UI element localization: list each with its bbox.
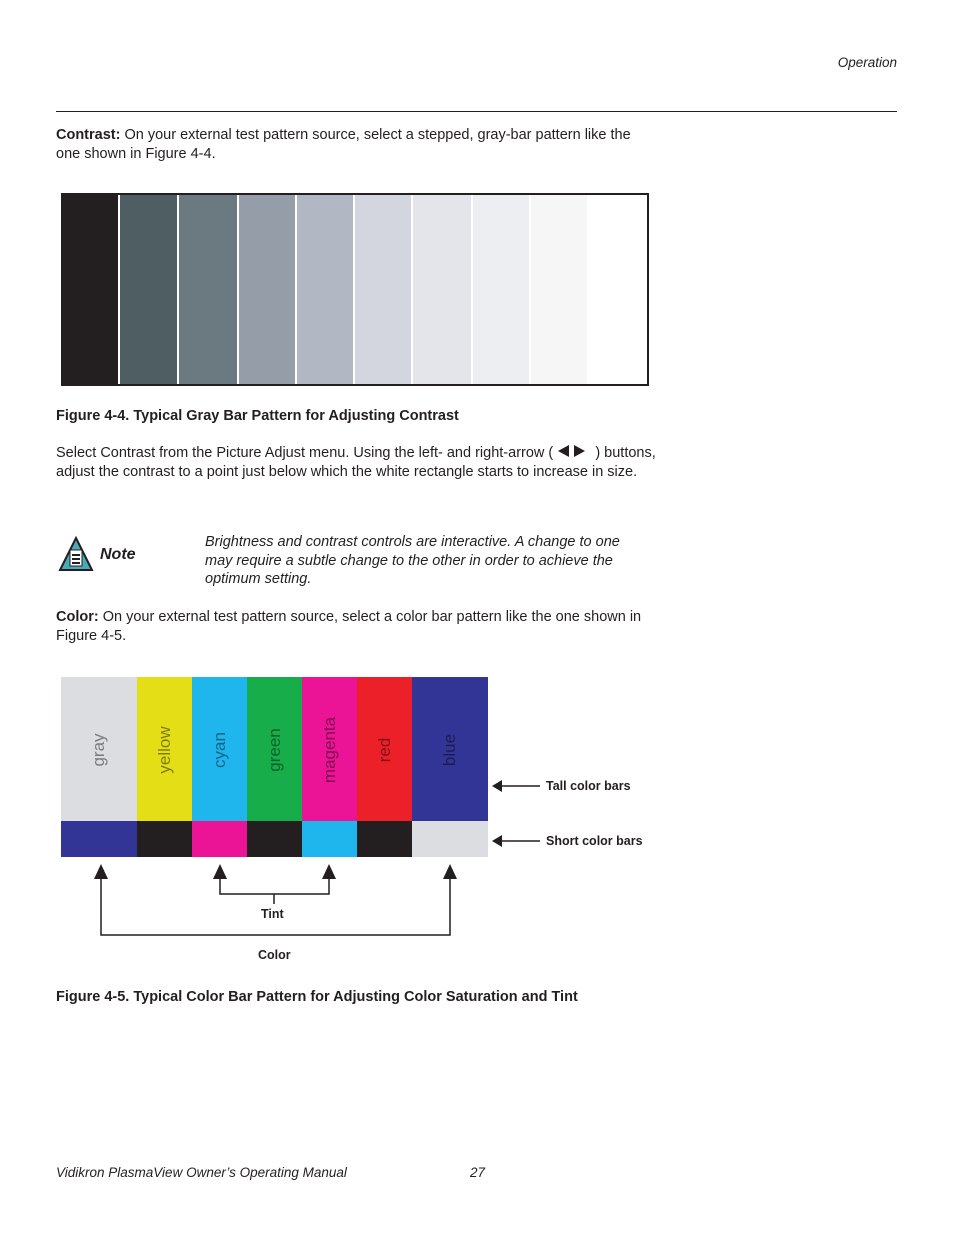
color-lead: Color: [56,609,99,625]
left-arrow-icon [558,445,569,457]
contrast-paragraph [56,126,656,164]
blue-bar-arrow-icon [443,864,457,879]
color-bar-label: cyan [209,732,229,768]
short-color-bar [412,821,488,857]
note-label: Note [100,546,136,563]
page-number: 27 [470,1165,486,1180]
gray-bar [473,195,531,384]
gray-bar [589,195,647,384]
gray-bar [179,195,239,384]
tall-bars-arrow-icon [492,780,502,792]
tall-color-bar [412,677,488,821]
gray-bar [355,195,413,384]
magenta-bar-arrow-icon [213,864,227,879]
gray-bar [413,195,473,384]
tall-color-bar [192,677,247,821]
contrast-lead: Contrast: [56,127,121,143]
gray-bar [63,195,120,384]
short-color-bar [61,821,137,857]
tall-color-bar [137,677,192,821]
figure-4-4-caption: Figure 4-4. Typical Gray Bar Pattern for Adjusting Contrast [56,408,459,424]
tall-bars-label: Tall color bars [546,779,631,793]
short-bars-arrow-icon [492,835,502,847]
contrast-instructions [56,444,656,482]
right-arrow-icon [574,445,585,457]
color-label: Color [258,948,291,962]
section-header: Operation [837,55,897,70]
color-bar-label: green [264,728,284,772]
tall-color-bar [357,677,412,821]
short-color-bars [61,821,488,857]
header-rule [56,111,897,112]
color-paragraph [56,608,656,646]
short-color-bar [302,821,357,857]
tall-color-bars [61,677,488,821]
tall-color-bar [247,677,302,821]
color-bar-label: gray [89,733,108,767]
tint-color-brackets [90,860,462,942]
color-bar-pattern [61,677,488,857]
short-color-bar [357,821,412,857]
instructions-before: Select Contrast from the Picture Adjust menu. Using the left- and right-arrow ( [56,445,554,461]
color-bar-label: yellow [154,726,174,774]
color-bar-label: blue [440,733,459,767]
legend-arrows [490,776,540,848]
cyan-bar-arrow-icon [322,864,336,879]
color-bar-label: red [374,737,394,763]
footer-title: Vidikron PlasmaView Owner’s Operating Manual [56,1165,347,1180]
color-bar-label: magenta [319,716,339,784]
tall-color-bar [302,677,357,821]
contrast-text: On your external test pattern source, select a stepped, gray-bar pattern like the one shown in Figure 4-4. [56,127,631,162]
note-text: Brightness and contrast controls are interactive. A change to one may require a subtle change to the other in order to achieve the optimum setting. [205,534,620,587]
gray-bar [120,195,179,384]
short-color-bar [247,821,302,857]
instructions-after: ) buttons, adjust the contrast to a point just below which the white rectangle starts to increase in size. [56,445,656,480]
gray-bar [239,195,297,384]
gray-bar [297,195,355,384]
short-color-bar [192,821,247,857]
tall-color-bar [61,677,137,821]
gray-bar-arrow-icon [94,864,108,879]
color-text: On your external test pattern source, select a color bar pattern like the one shown in Figure 4-5. [56,609,642,644]
gray-bar [531,195,589,384]
tint-label: Tint [261,907,284,921]
short-color-bar [137,821,192,857]
figure-4-5-caption: Figure 4-5. Typical Color Bar Pattern for Adjusting Color Saturation and Tint [56,989,578,1005]
arrow-buttons-icon [557,444,591,458]
note-icon [58,536,94,574]
short-bars-label: Short color bars [546,834,643,848]
gray-bar-pattern [61,193,649,386]
